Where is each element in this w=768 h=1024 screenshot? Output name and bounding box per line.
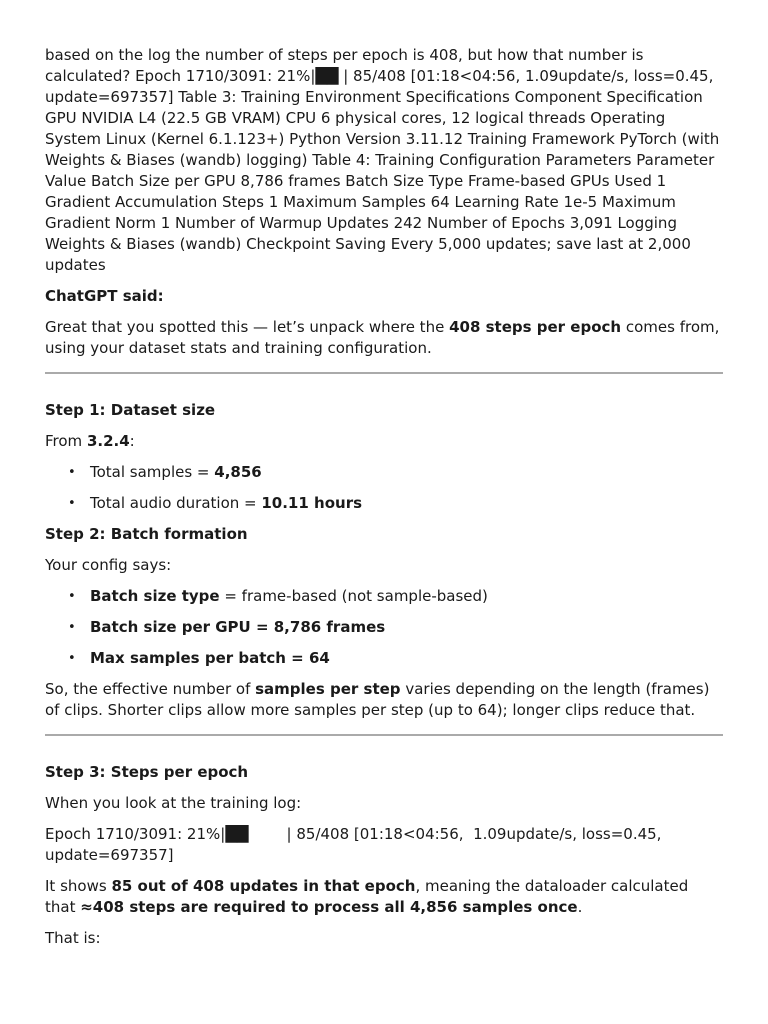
step1-source: [45, 431, 723, 452]
list-item-label: Total samples =: [90, 463, 215, 481]
step2-intro: Your config says:: [45, 556, 172, 574]
user-message: based on the log the number of steps per epoch is 408, but how that number is calculated? Epoch 1710/3091: 21%|██ | 85/408 [01:18<04:56, 1.09update/s, loss=0.45, update=697357] Table 3: Training Environment Specifications Component Specification GPU NVIDIA L4 (22.5 GB VRAM) CPU 6 physical cores, 12 logical threads Operating System Linux (Kernel 6.1.123+) Python Version 3.11.12 Training Framework PyTorch (with Weights & Biases (wandb) logging) Table 4: Training Configuration Parameters Parameter Value Batch Size per GPU 8,786 frames Batch Size Type Frame-based GPUs Used 1 Gradient Accumulation Steps 1 Maximum Samples 64 Learning Rate 1e-5 Maximum Gradient Norm 1 Number of Warmup Updates 242 Number of Epochs 3,091 Logging Weights & Biases (wandb) Checkpoint Saving Every 5,000 updates; save last at 2,000 updates: [45, 46, 720, 274]
list-item: [90, 648, 723, 669]
training-log-line: Epoch 1710/3091: 21%|██ | 85/408 [01:18<04:56, 1.09update/s, loss=0.45, update=697357]: [45, 825, 667, 864]
explain-text: It shows: [45, 877, 112, 895]
step2-summary: [45, 679, 723, 721]
explain-emphasis-2: ≈408 steps are required to process all 4,856 samples once: [80, 898, 578, 916]
list-item: [90, 617, 723, 638]
step2-summary-text: So, the effective number of: [45, 680, 256, 698]
list-item-value: 10.11 hours: [261, 494, 363, 512]
step2-heading: Step 2: Batch formation: [45, 525, 248, 543]
list-item-rest: = frame-based (not sample-based): [219, 587, 488, 605]
explain-emphasis-1: 85 out of 408 updates in that epoch: [111, 877, 416, 895]
intro-emphasis: 408 steps per epoch: [449, 318, 622, 336]
explain-text-end: .: [577, 898, 583, 916]
list-item-bold: Max samples per batch = 64: [90, 649, 330, 667]
list-item-bold: Batch size per GPU = 8,786 frames: [90, 618, 386, 636]
step1-list: [45, 462, 723, 514]
step3-heading: Step 3: Steps per epoch: [45, 763, 249, 781]
section-divider: [45, 734, 723, 736]
step2-summary-text-end: varies depending on the length (frames) of clips. Shorter clips allow more samples per step (up to 64); longer clips reduce that.: [45, 680, 710, 719]
step1-heading: Step 1: Dataset size: [45, 401, 216, 419]
list-item: [90, 462, 723, 483]
list-item-value: 4,856: [214, 463, 262, 481]
step2-list: [45, 586, 723, 669]
step3-intro: When you look at the training log:: [45, 794, 302, 812]
intro-text: Great that you spotted this — let’s unpack where the: [45, 318, 450, 336]
intro-text-end: comes from, using your dataset stats and training configuration.: [45, 318, 720, 357]
list-item-bold: Batch size type: [90, 587, 220, 605]
step1-from-suffix: :: [129, 432, 135, 450]
step2-summary-emphasis: samples per step: [255, 680, 401, 698]
step3-explanation: [45, 876, 723, 918]
list-item: [90, 493, 723, 514]
section-divider: [45, 372, 723, 374]
that-is-text: That is:: [45, 929, 101, 947]
step1-from-prefix: From: [45, 432, 87, 450]
explain-text-middle: , meaning the dataloader calculated that: [45, 877, 689, 916]
assistant-intro: [45, 317, 723, 359]
list-item-label: Total audio duration =: [90, 494, 262, 512]
list-item: [90, 586, 723, 607]
assistant-speaker-label: ChatGPT said:: [45, 287, 164, 305]
step1-section-ref: 3.2.4: [86, 432, 130, 450]
